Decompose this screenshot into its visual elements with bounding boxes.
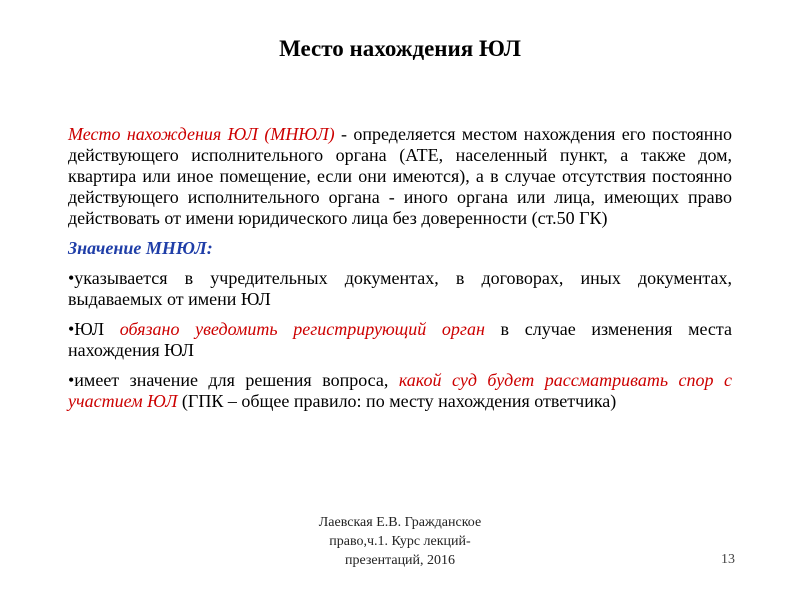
subheading-text: Значение МНЮЛ:: [68, 238, 213, 258]
footer-line: право,ч.1. Курс лекций-: [329, 534, 471, 549]
subheading: [68, 238, 732, 259]
footer-line: презентаций, 2016: [344, 553, 456, 568]
bullet-text-pre: •имеет значение для решения вопроса,: [68, 370, 399, 390]
bullet-item: [68, 319, 732, 361]
bullet-text: •указывается в учредительных документах, в договорах, иных документах, выдаваемых от имени ЮЛ: [68, 268, 732, 309]
slide-title: Место нахождения ЮЛ: [279, 36, 521, 61]
bullet-emphasis: обязано уведомить регистрирующий орган: [119, 319, 485, 339]
page-number: 13: [721, 552, 735, 567]
definition-text: - определяется местом нахождения его постоянно действующего исполнительного органа (АТЕ, населенный пункт, а также дом, квартира или иное помещение, если они имеются), а в случае отсутствия постоянно действующего исполнительного органа - иного органа или лица, имеющих право действовать от имени юридического лица без доверенности (ст.50 ГК): [68, 124, 733, 228]
footer-line: Лаевская Е.В. Гражданское: [318, 515, 482, 530]
slide-body: [68, 124, 732, 421]
bullet-text-post: (ГПК – общее правило: по месту нахождения ответчика): [177, 391, 617, 411]
bullet-item: [68, 370, 732, 412]
bullet-item: [68, 268, 732, 310]
footer-citation: [300, 513, 500, 570]
bullet-text-post: в случае изменения места нахождения ЮЛ: [68, 319, 732, 360]
bullet-text-pre: •ЮЛ: [68, 319, 120, 339]
definition-paragraph: [68, 124, 732, 229]
bullet-emphasis: какой суд будет рассматривать спор с участием ЮЛ: [68, 370, 732, 411]
definition-term: Место нахождения ЮЛ (МНЮЛ): [68, 124, 335, 144]
